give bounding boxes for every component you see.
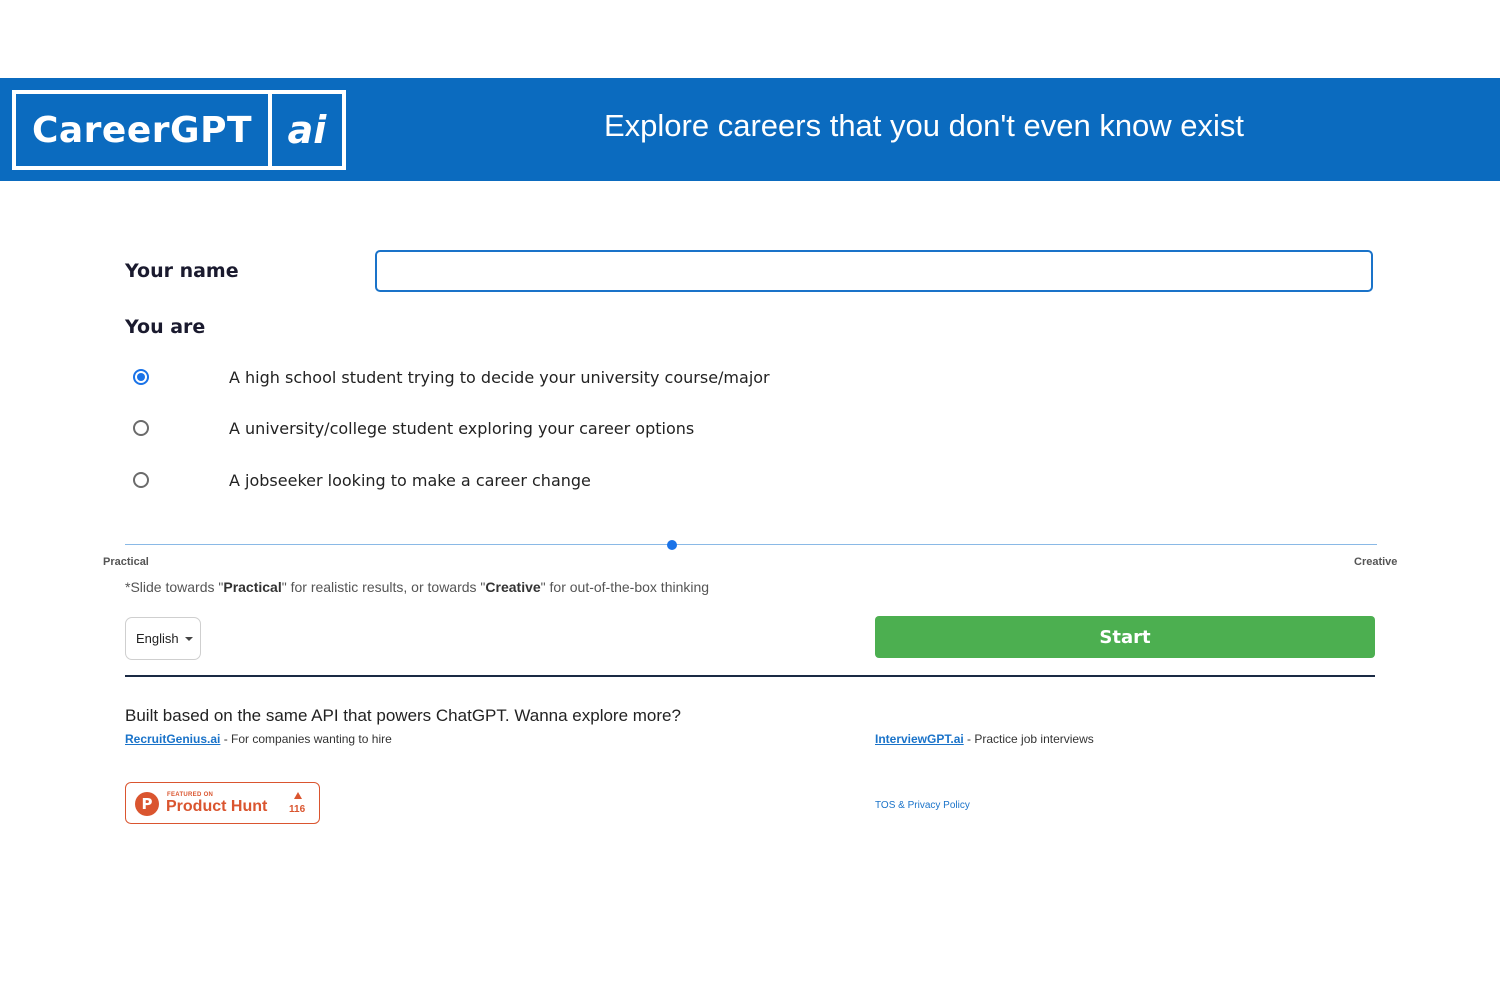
language-value: English <box>136 631 179 646</box>
option-high-school[interactable] <box>125 362 1025 392</box>
tos-privacy-link[interactable]: TOS & Privacy Policy <box>875 800 970 811</box>
producthunt-logo-icon: P <box>135 792 159 816</box>
producthunt-name: Product Hunt <box>166 798 268 815</box>
logo-ai-suffix: ai <box>287 108 327 152</box>
you-are-label: You are <box>125 316 206 338</box>
radio-button[interactable] <box>133 420 149 436</box>
radio-button[interactable] <box>133 472 149 488</box>
creativity-slider-track[interactable] <box>125 544 1377 545</box>
interviewgpt-link[interactable]: InterviewGPT.ai <box>875 732 964 746</box>
recruitgenius-line: RecruitGenius.ai - For companies wanting to hire <box>125 732 392 746</box>
interviewgpt-line: InterviewGPT.ai - Practice job interviews <box>875 732 1094 746</box>
upvote-arrow-icon <box>294 792 302 799</box>
tagline: Explore careers that you don't even know exist <box>604 108 1245 143</box>
name-label: Your name <box>125 260 239 282</box>
slider-max-label: Creative <box>1354 556 1398 568</box>
name-input[interactable] <box>375 250 1373 292</box>
logo-text: CareerGPT <box>16 94 272 166</box>
option-label: A university/college student exploring your career options <box>229 418 695 438</box>
creativity-slider-thumb[interactable] <box>667 540 677 550</box>
start-button[interactable]: Start <box>875 616 1375 658</box>
producthunt-badge[interactable] <box>125 782 320 824</box>
divider <box>125 675 1375 677</box>
radio-button-selected[interactable] <box>133 369 149 385</box>
upvote-count: 116 <box>289 804 306 815</box>
language-select[interactable] <box>125 617 201 660</box>
recruitgenius-link[interactable]: RecruitGenius.ai <box>125 732 221 746</box>
producthunt-featured-text: FEATURED ON <box>167 792 214 798</box>
option-label: A high school student trying to decide your university course/major <box>229 367 770 387</box>
careergpt-logo[interactable] <box>12 90 346 170</box>
built-on-text: Built based on the same API that powers ChatGPT. Wanna explore more? <box>125 706 681 725</box>
chevron-down-icon <box>185 637 193 641</box>
slider-min-label: Practical <box>103 556 149 568</box>
option-jobseeker[interactable] <box>125 465 1025 495</box>
option-university[interactable] <box>125 413 1025 443</box>
header-banner <box>0 78 1500 181</box>
slider-hint: *Slide towards "Practical" for realistic results, or towards "Creative" for out-of-the-box thinking <box>125 579 710 595</box>
option-label: A jobseeker looking to make a career change <box>229 470 591 490</box>
